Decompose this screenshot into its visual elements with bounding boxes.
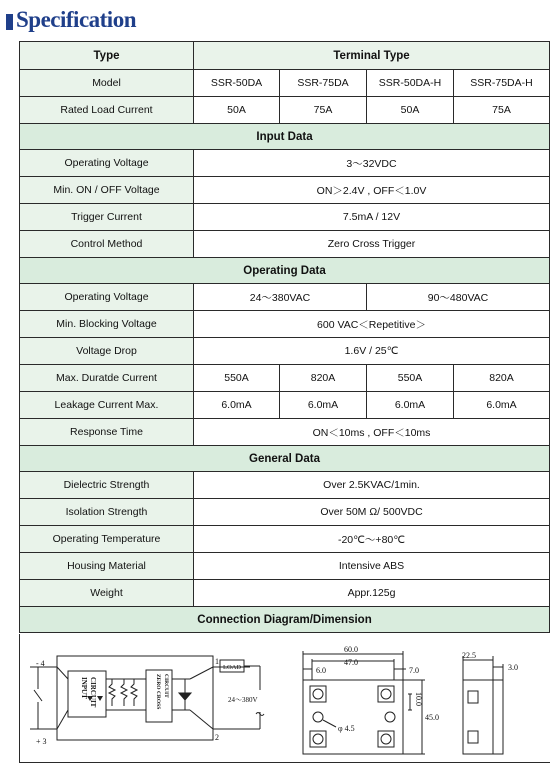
input-circuit-label-2: CIRCUIT	[89, 677, 97, 708]
row-value: 820A	[454, 365, 550, 392]
section-row	[20, 258, 550, 284]
side-terminal-icon	[468, 691, 478, 703]
row-label: Operating Temperature	[20, 526, 194, 553]
row-label: Min. ON / OFF Voltage	[20, 177, 194, 204]
general-data-title: General Data	[20, 446, 550, 472]
dim-inner-height: 10.0	[414, 692, 423, 706]
row-value: 3～32VDC	[194, 150, 550, 177]
resistor-icon	[109, 679, 115, 706]
dim-side-width: 22.5	[462, 651, 476, 660]
table-row	[20, 472, 550, 499]
row-value: Zero Cross Trigger	[194, 231, 550, 258]
diagram-title: Connection Diagram/Dimension	[20, 607, 550, 633]
terminal-3-label: + 3	[36, 737, 47, 746]
rated-current-cell: 75A	[280, 97, 367, 124]
side-terminal-icon	[468, 731, 478, 743]
row-value: ON＞2.4V , OFF＜1.0V	[194, 177, 550, 204]
row-label: Operating Voltage	[20, 150, 194, 177]
connection-diagram-panel	[19, 634, 550, 763]
model-cell: SSR-50DA	[194, 70, 280, 97]
terminal-4-label: - 4	[36, 659, 45, 668]
input-circuit-label-1: INPUT	[80, 677, 88, 699]
spec-table	[19, 41, 550, 633]
dim-side-offset: 3.0	[508, 663, 518, 672]
diagram-svg	[20, 634, 550, 762]
table-row	[20, 177, 550, 204]
zero-cross-label-2: CIRCUIT	[163, 674, 169, 698]
row-value: 7.5mA / 12V	[194, 204, 550, 231]
row-value: ON＜10ms , OFF＜10ms	[194, 419, 550, 446]
row-value: 820A	[280, 365, 367, 392]
row-label: Isolation Strength	[20, 499, 194, 526]
mount-hole-icon	[385, 712, 395, 722]
row-value: 24～380VAC	[194, 284, 367, 311]
row-label: Min. Blocking Voltage	[20, 311, 194, 338]
section-row	[20, 607, 550, 633]
table-row	[20, 419, 550, 446]
table-row	[20, 580, 550, 607]
switch-icon	[34, 690, 42, 701]
resistor-icon	[131, 679, 137, 706]
spec-title	[6, 6, 136, 34]
model-cell: SSR-75DA-H	[454, 70, 550, 97]
header-row	[20, 42, 550, 70]
section-row	[20, 446, 550, 472]
row-value: 1.6V / 25℃	[194, 338, 550, 365]
operating-data-title: Operating Data	[20, 258, 550, 284]
resistor-icon	[121, 679, 127, 706]
row-label: Leakage Current Max.	[20, 392, 194, 419]
row-value: 6.0mA	[194, 392, 280, 419]
table-row	[20, 231, 550, 258]
dim-width: 60.0	[344, 645, 358, 654]
dim-inner: 47.0	[344, 658, 358, 667]
zero-cross-label-1: ZERO CROSS	[155, 674, 161, 710]
table-row	[20, 150, 550, 177]
model-label: Model	[20, 70, 194, 97]
row-value: Appr.125g	[194, 580, 550, 607]
table-row	[20, 499, 550, 526]
terminal-1-label: 1	[215, 657, 219, 666]
rated-current-label: Rated Load Current	[20, 97, 194, 124]
row-label: Max. Duratde Current	[20, 365, 194, 392]
type-header: Type	[20, 42, 194, 70]
row-value: Over 2.5KVAC/1min.	[194, 472, 550, 499]
terminal-2-label: 2	[215, 733, 219, 742]
row-value: 6.0mA	[454, 392, 550, 419]
model-cell: SSR-75DA	[280, 70, 367, 97]
model-row	[20, 70, 550, 97]
rated-current-cell: 50A	[194, 97, 280, 124]
row-label: Housing Material	[20, 553, 194, 580]
table-row	[20, 284, 550, 311]
terminal-type-header: Terminal Type	[194, 42, 550, 70]
row-label: Trigger Current	[20, 204, 194, 231]
row-label: Dielectric Strength	[20, 472, 194, 499]
table-row	[20, 338, 550, 365]
row-label: Operating Voltage	[20, 284, 194, 311]
row-value: 600 VAC＜Repetitive＞	[194, 311, 550, 338]
input-data-title: Input Data	[20, 124, 550, 150]
row-value: -20℃～+80℃	[194, 526, 550, 553]
row-label: Voltage Drop	[20, 338, 194, 365]
load-label: LOAD	[223, 664, 242, 671]
row-label: Response Time	[20, 419, 194, 446]
rated-current-cell: 50A	[367, 97, 454, 124]
voltage-label: 24～380V	[228, 696, 258, 704]
dim-right-offset: 7.0	[409, 666, 419, 675]
dim-left-offset: 6.0	[316, 666, 326, 675]
row-value: 6.0mA	[367, 392, 454, 419]
row-value: Intensive ABS	[194, 553, 550, 580]
dim-height: 45.0	[425, 713, 439, 722]
row-value: 6.0mA	[280, 392, 367, 419]
table-row	[20, 365, 550, 392]
table-row	[20, 311, 550, 338]
row-value: 550A	[367, 365, 454, 392]
table-row	[20, 553, 550, 580]
model-cell: SSR-50DA-H	[367, 70, 454, 97]
title-marker	[6, 14, 13, 30]
dim-hole: φ 4.5	[338, 724, 355, 733]
page-title: Specification	[16, 7, 136, 32]
table-row	[20, 526, 550, 553]
row-value: Over 50M Ω/ 500VDC	[194, 499, 550, 526]
row-value: 550A	[194, 365, 280, 392]
row-label: Control Method	[20, 231, 194, 258]
mount-hole-icon	[313, 712, 323, 722]
row-value: 90～480VAC	[367, 284, 550, 311]
table-row	[20, 392, 550, 419]
table-row	[20, 204, 550, 231]
rated-current-row	[20, 97, 550, 124]
section-row	[20, 124, 550, 150]
row-label: Weight	[20, 580, 194, 607]
dimension-side	[463, 656, 503, 754]
triac-icon	[179, 693, 191, 700]
rated-current-cell: 75A	[454, 97, 550, 124]
